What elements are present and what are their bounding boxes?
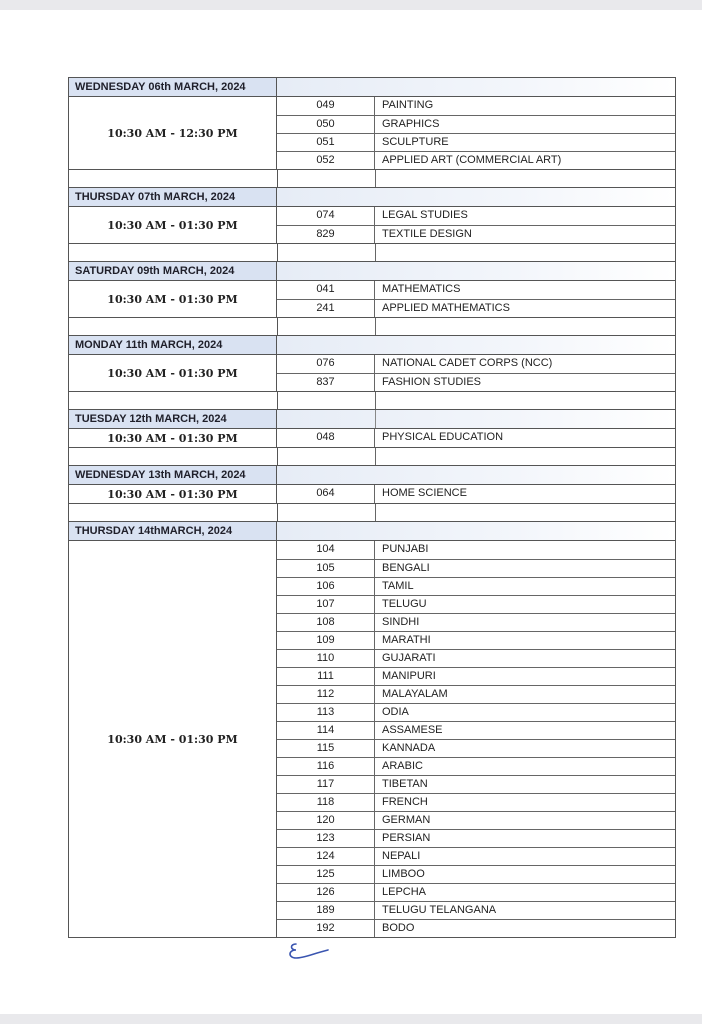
subject-row xyxy=(277,775,675,793)
subject-row xyxy=(277,485,675,503)
subject-row xyxy=(277,613,675,631)
subject-code: 241 xyxy=(277,300,375,317)
subject-code: 076 xyxy=(277,355,375,373)
subject-code: 113 xyxy=(277,704,375,721)
subject-code: 189 xyxy=(277,902,375,919)
subject-code: 120 xyxy=(277,812,375,829)
date-sheet-table xyxy=(68,77,676,938)
subject-code: 837 xyxy=(277,374,375,391)
subject-name: PERSIAN xyxy=(382,832,431,844)
day-header-row xyxy=(69,77,675,96)
subject-code: 052 xyxy=(277,152,375,169)
subject-row xyxy=(277,811,675,829)
exam-time: 10:30 AM - 12:30 PM xyxy=(69,97,277,169)
subject-code: 829 xyxy=(277,226,375,243)
subject-code: 106 xyxy=(277,578,375,595)
subject-name: ARABIC xyxy=(382,760,423,772)
blank-row xyxy=(69,317,675,335)
subject-row xyxy=(277,649,675,667)
subject-row xyxy=(277,667,675,685)
header-fill xyxy=(277,336,675,354)
exam-time: 10:30 AM - 01:30 PM xyxy=(69,355,277,391)
subject-row xyxy=(277,685,675,703)
subject-code: 105 xyxy=(277,560,375,577)
subject-row xyxy=(277,901,675,919)
subject-name: APPLIED ART (COMMERCIAL ART) xyxy=(382,154,562,166)
day-subject-group xyxy=(69,96,675,169)
exam-date: THURSDAY 14thMARCH, 2024 xyxy=(69,522,277,540)
subject-name: TEXTILE DESIGN xyxy=(382,228,472,240)
subject-code: 118 xyxy=(277,794,375,811)
subject-row xyxy=(277,355,675,373)
viewer-bottom-edge xyxy=(0,1014,702,1024)
exam-time: 10:30 AM - 01:30 PM xyxy=(69,429,277,447)
subject-row xyxy=(277,97,675,115)
subject-row xyxy=(277,559,675,577)
day-subject-group xyxy=(69,540,675,937)
subject-code: 192 xyxy=(277,920,375,937)
subject-row xyxy=(277,703,675,721)
subject-code: 123 xyxy=(277,830,375,847)
exam-time: 10:30 AM - 01:30 PM xyxy=(69,207,277,243)
subject-name: SINDHI xyxy=(382,616,420,628)
subject-row xyxy=(277,115,675,133)
subject-row xyxy=(277,883,675,901)
blank-row xyxy=(69,169,675,187)
subject-row xyxy=(277,595,675,613)
subject-name: BODO xyxy=(382,922,415,934)
exam-time: 10:30 AM - 01:30 PM xyxy=(69,541,277,937)
header-fill xyxy=(277,410,675,428)
subject-code: 048 xyxy=(277,429,375,447)
exam-date: SATURDAY 09th MARCH, 2024 xyxy=(69,262,277,280)
subject-name: MARATHI xyxy=(382,634,431,646)
subject-code: 109 xyxy=(277,632,375,649)
subject-name: ODIA xyxy=(382,706,409,718)
subject-name: FRENCH xyxy=(382,796,428,808)
subject-code: 125 xyxy=(277,866,375,883)
subject-row xyxy=(277,373,675,391)
exam-date: TUESDAY 12th MARCH, 2024 xyxy=(69,410,277,428)
subject-code: 104 xyxy=(277,541,375,559)
subject-code: 108 xyxy=(277,614,375,631)
subject-name: GRAPHICS xyxy=(382,118,440,130)
subject-row xyxy=(277,793,675,811)
subject-code: 041 xyxy=(277,281,375,299)
exam-date: WEDNESDAY 06th MARCH, 2024 xyxy=(69,78,277,96)
subject-code: 124 xyxy=(277,848,375,865)
subject-row xyxy=(277,429,675,447)
subject-name: BENGALI xyxy=(382,562,430,574)
subject-row xyxy=(277,281,675,299)
subject-code: 112 xyxy=(277,686,375,703)
header-fill xyxy=(277,78,675,96)
subject-code: 107 xyxy=(277,596,375,613)
subject-row xyxy=(277,847,675,865)
day-header-row xyxy=(69,465,675,484)
day-subject-group xyxy=(69,280,675,317)
subject-row xyxy=(277,133,675,151)
subject-name: ASSAMESE xyxy=(382,724,443,736)
subject-code: 074 xyxy=(277,207,375,225)
subject-code: 050 xyxy=(277,116,375,133)
exam-date: MONDAY 11th MARCH, 2024 xyxy=(69,336,277,354)
signature-mark xyxy=(284,938,334,966)
header-fill xyxy=(277,262,675,280)
subject-row xyxy=(277,721,675,739)
subject-row xyxy=(277,151,675,169)
subject-name: LEGAL STUDIES xyxy=(382,209,468,221)
subject-name: TELUGU xyxy=(382,598,427,610)
subject-name: PAINTING xyxy=(382,99,434,111)
header-fill xyxy=(277,522,675,540)
subject-name: TELUGU TELANGANA xyxy=(382,904,497,916)
day-header-row xyxy=(69,521,675,540)
subject-name: TAMIL xyxy=(382,580,414,592)
day-subject-group xyxy=(69,484,675,503)
subject-name: MATHEMATICS xyxy=(382,283,461,295)
subject-name: PUNJABI xyxy=(382,543,429,555)
subject-code: 051 xyxy=(277,134,375,151)
header-fill xyxy=(277,188,675,206)
subject-code: 117 xyxy=(277,776,375,793)
subject-row xyxy=(277,577,675,595)
subject-name: HOME SCIENCE xyxy=(382,487,467,499)
subject-row xyxy=(277,757,675,775)
subject-row xyxy=(277,865,675,883)
subject-row xyxy=(277,739,675,757)
subject-row xyxy=(277,299,675,317)
subject-code: 116 xyxy=(277,758,375,775)
subject-row xyxy=(277,631,675,649)
exam-time: 10:30 AM - 01:30 PM xyxy=(69,485,277,503)
day-subject-group xyxy=(69,206,675,243)
subject-code: 126 xyxy=(277,884,375,901)
day-header-row xyxy=(69,409,675,428)
blank-row xyxy=(69,503,675,521)
subject-name: LIMBOO xyxy=(382,868,425,880)
blank-row xyxy=(69,391,675,409)
subject-row xyxy=(277,225,675,243)
header-fill xyxy=(277,466,675,484)
subject-row xyxy=(277,919,675,937)
subject-code: 114 xyxy=(277,722,375,739)
day-subject-group xyxy=(69,354,675,391)
day-header-row xyxy=(69,335,675,354)
blank-row xyxy=(69,243,675,261)
day-header-row xyxy=(69,261,675,280)
subject-row xyxy=(277,541,675,559)
subject-name: NEPALI xyxy=(382,850,421,862)
subject-name: LEPCHA xyxy=(382,886,427,898)
subject-name: TIBETAN xyxy=(382,778,428,790)
subject-name: FASHION STUDIES xyxy=(382,376,482,388)
subject-code: 115 xyxy=(277,740,375,757)
subject-row xyxy=(277,829,675,847)
blank-row xyxy=(69,447,675,465)
subject-name: KANNADA xyxy=(382,742,436,754)
day-subject-group xyxy=(69,428,675,447)
subject-name: NATIONAL CADET CORPS (NCC) xyxy=(382,357,553,369)
subject-name: GERMAN xyxy=(382,814,431,826)
subject-name: APPLIED MATHEMATICS xyxy=(382,302,510,314)
subject-name: SCULPTURE xyxy=(382,136,449,148)
subject-name: MALAYALAM xyxy=(382,688,448,700)
subject-name: PHYSICAL EDUCATION xyxy=(382,431,504,443)
subject-code: 049 xyxy=(277,97,375,115)
subject-name: MANIPURI xyxy=(382,670,436,682)
subject-name: GUJARATI xyxy=(382,652,436,664)
subject-code: 064 xyxy=(277,485,375,503)
subject-code: 110 xyxy=(277,650,375,667)
exam-date: THURSDAY 07th MARCH, 2024 xyxy=(69,188,277,206)
subject-row xyxy=(277,207,675,225)
exam-time: 10:30 AM - 01:30 PM xyxy=(69,281,277,317)
subject-code: 111 xyxy=(277,668,375,685)
day-header-row xyxy=(69,187,675,206)
exam-date: WEDNESDAY 13th MARCH, 2024 xyxy=(69,466,277,484)
